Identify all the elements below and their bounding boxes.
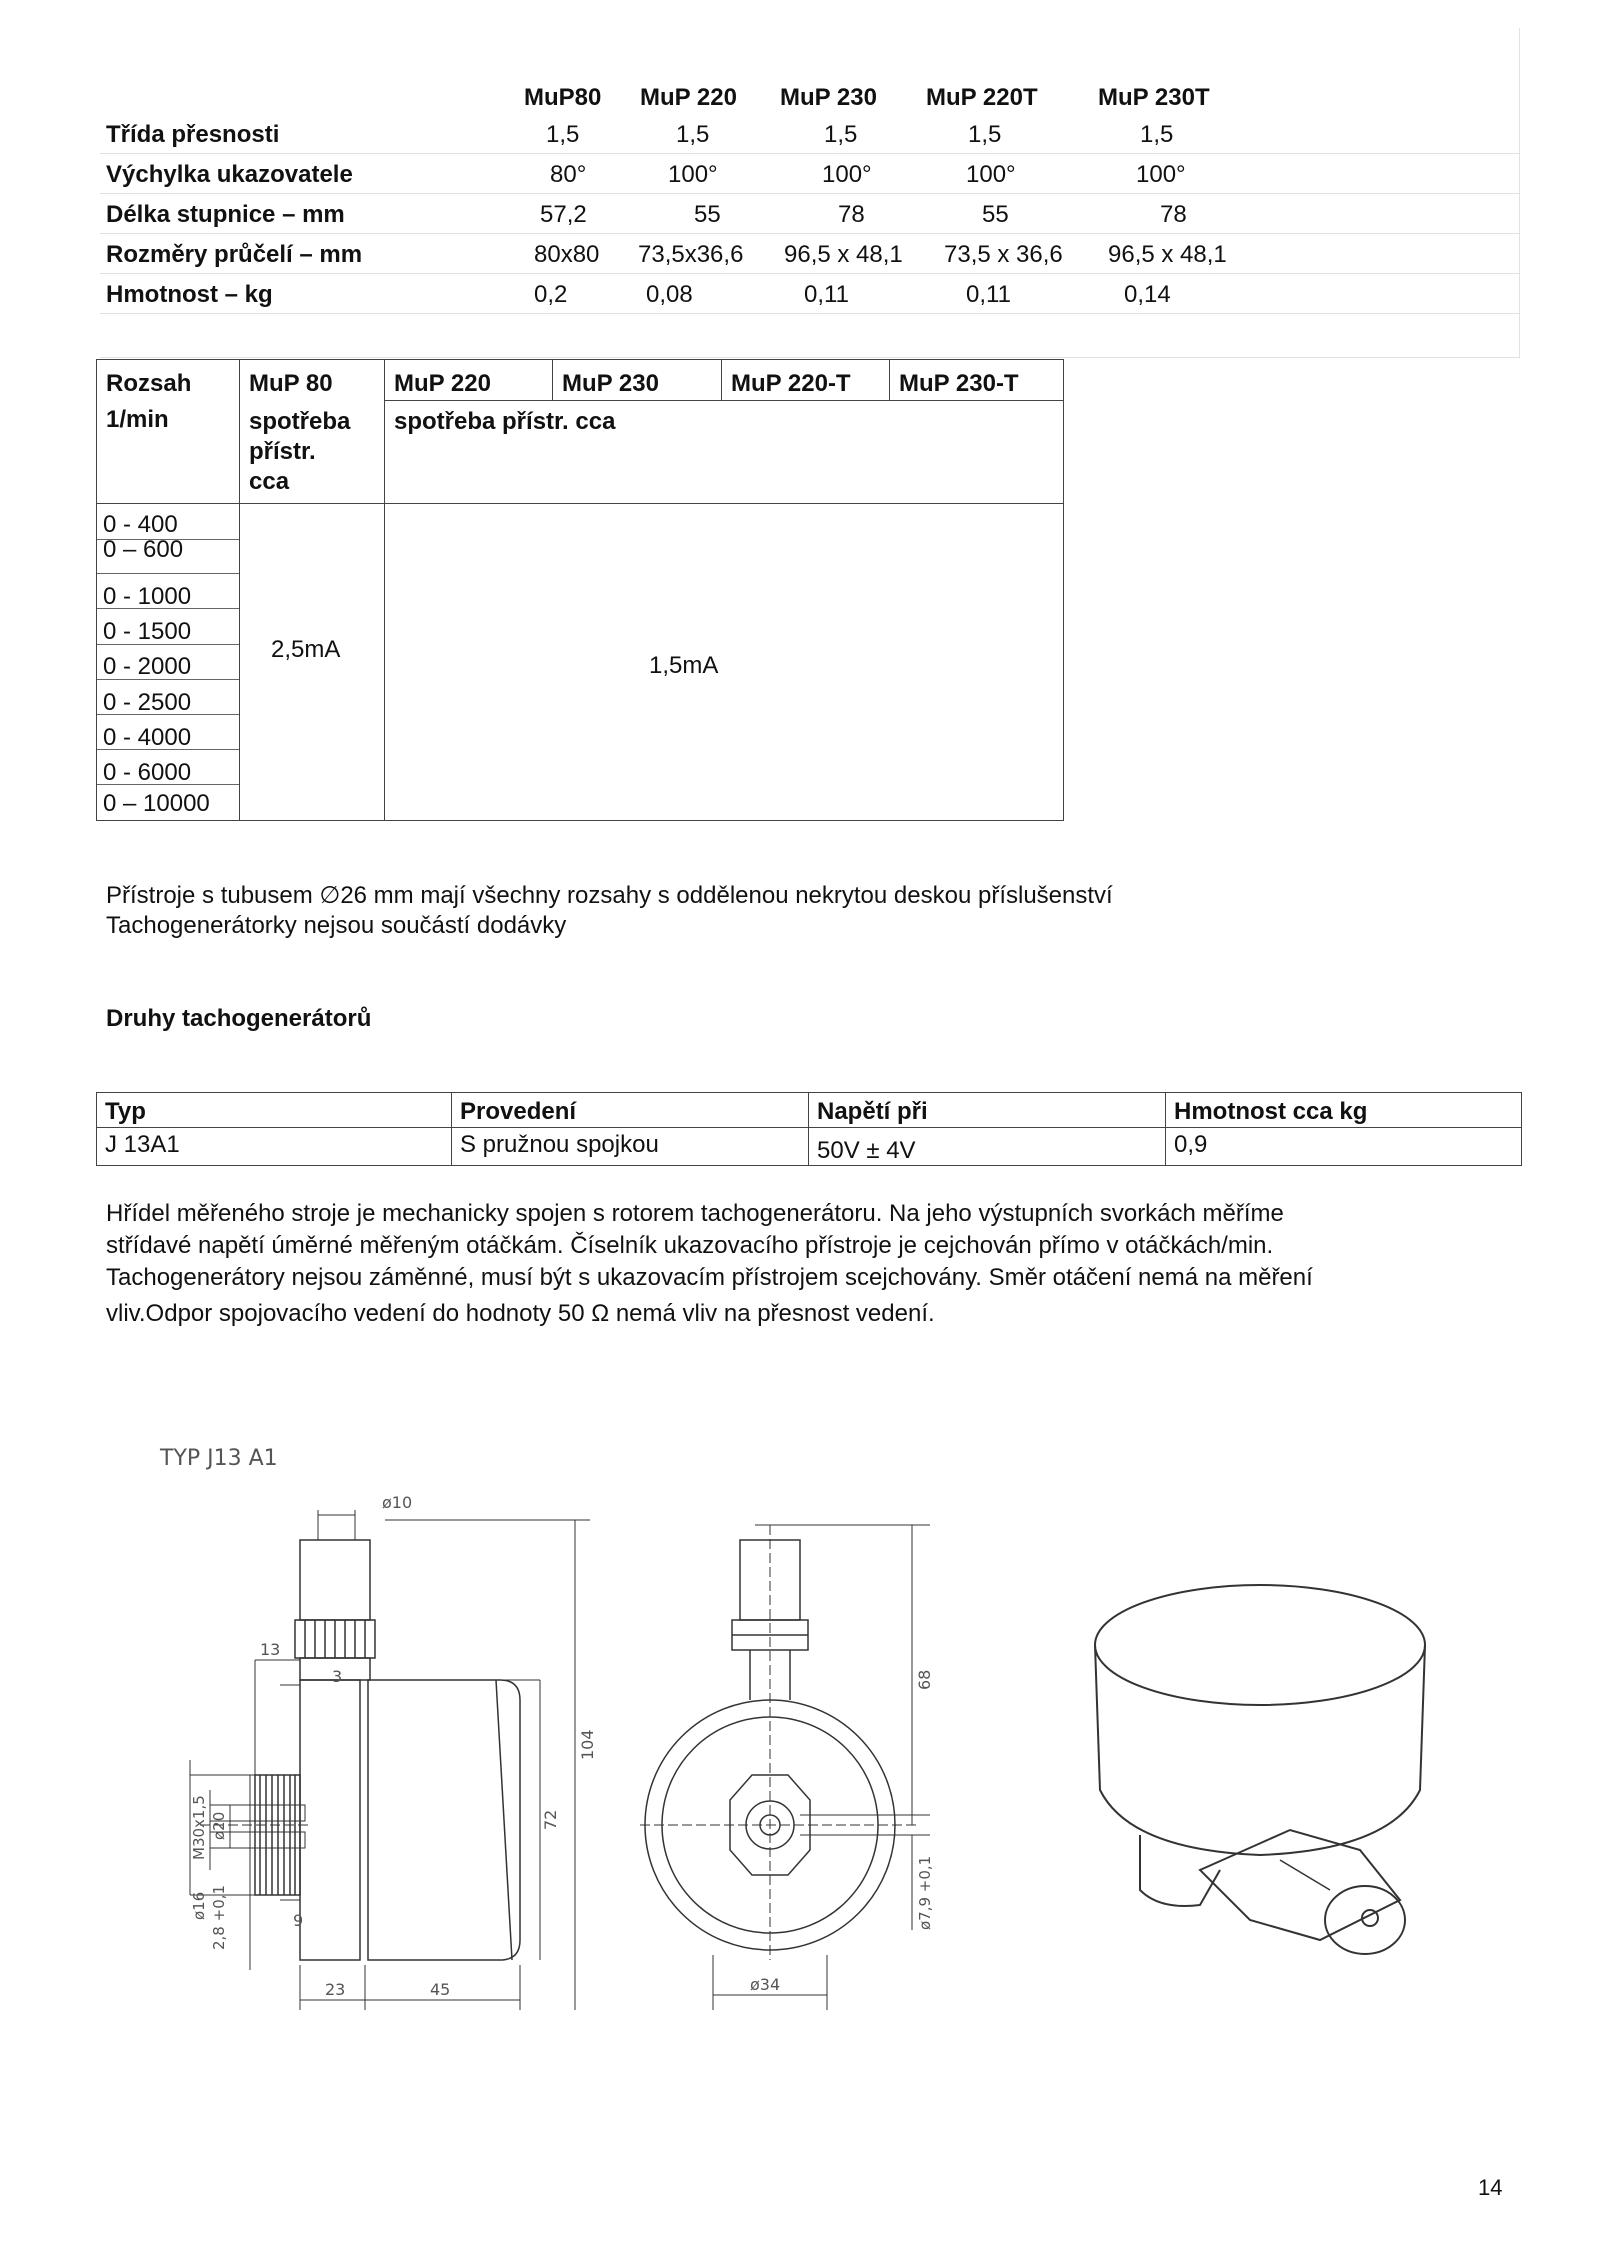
range-value: 0 – 600 — [103, 536, 184, 563]
spec-row — [100, 194, 1520, 234]
drawing-title: TYP J13 A1 — [160, 1446, 278, 1471]
spec-row-label: Hmotnost – kg — [106, 281, 273, 308]
dim-label: ø7,9 +0,1 — [916, 1855, 934, 1930]
range-value: 0 - 1000 — [103, 583, 192, 610]
spec-row — [100, 154, 1520, 194]
spec-col-header: MuP80 — [524, 84, 602, 111]
section-heading: Druhy tachogenerátorů — [106, 1005, 372, 1032]
dim-label: 104 — [578, 1729, 597, 1760]
other-consumption: 1,5mA — [649, 652, 719, 679]
spec-cell: 0,14 — [1124, 281, 1171, 308]
dim-label: 2,8 +0,1 — [210, 1884, 228, 1950]
spec-cell: 100° — [1136, 161, 1186, 188]
spec-row-label: Délka stupnice – mm — [106, 201, 345, 228]
spec-cell: 0,11 — [966, 281, 1011, 308]
dim-label: ø10 — [382, 1493, 413, 1512]
dim-label: 9 — [293, 1911, 304, 1930]
dim-label: 45 — [430, 1980, 451, 1999]
range-value: 0 - 1500 — [103, 618, 192, 645]
side-view — [190, 1493, 597, 2010]
spec-cell: 96,5 x 48,1 — [1108, 241, 1227, 268]
table-rule — [97, 503, 1063, 504]
spec-cell: 78 — [838, 201, 865, 228]
spec-table-rule — [100, 307, 1520, 358]
dim-label: 13 — [260, 1640, 281, 1659]
range-value: 0 - 6000 — [103, 759, 192, 786]
table-rule — [451, 1093, 452, 1165]
spec-row-label: Třída přesnosti — [106, 121, 280, 148]
spec-cell: 100° — [966, 161, 1016, 188]
tacho-header: Typ — [105, 1098, 146, 1125]
dim-label: 3 — [332, 1667, 343, 1686]
tachogenerator-drawing — [100, 1430, 1540, 2010]
table-rule — [384, 360, 385, 820]
spec-cell: 1,5 — [676, 121, 710, 148]
spec-cell: 57,2 — [540, 201, 587, 228]
table-rule — [239, 360, 240, 820]
spec-cell: 0,08 — [646, 281, 693, 308]
spec-cell: 1,5 — [1140, 121, 1174, 148]
spec-col-header: MuP 220T — [926, 84, 1038, 111]
range-header: MuP 220-T — [731, 370, 851, 397]
tacho-header: Provedení — [460, 1098, 577, 1125]
table-rule — [97, 1127, 1521, 1128]
spec-col-header: MuP 220 — [640, 84, 737, 111]
range-header: MuP 230-T — [899, 370, 1019, 397]
consumption-label: cca — [249, 468, 290, 495]
tacho-table — [96, 1092, 1522, 1166]
range-table — [96, 359, 1064, 821]
spec-cell: 55 — [982, 201, 1009, 228]
table-rule — [384, 400, 1063, 401]
range-value: 0 – 10000 — [103, 790, 210, 817]
note-line: Přístroje s tubusem ∅26 mm mají všechny rozsahy s oddělenou nekrytou deskou příslušenství — [106, 882, 1113, 909]
range-value: 0 - 2000 — [103, 653, 192, 680]
tacho-header: Hmotnost cca kg — [1174, 1098, 1368, 1125]
spec-col-header: MuP 230 — [780, 84, 877, 111]
isometric-view — [1095, 1585, 1425, 1954]
spec-cell: 80x80 — [534, 241, 600, 268]
spec-cell: 1,5 — [546, 121, 580, 148]
tacho-cell: 0,9 — [1174, 1131, 1208, 1158]
tacho-cell: S pružnou spojkou — [460, 1131, 659, 1158]
description-line: Hřídel měřeného stroje je mechanicky spojen s rotorem tachogenerátoru. Na jeho výstupních svorkách měříme — [106, 1200, 1284, 1227]
range-header: MuP 220 — [394, 370, 491, 397]
spec-col-header: MuP 230T — [1098, 84, 1210, 111]
range-header: Rozsah — [106, 370, 192, 397]
spec-cell: 55 — [694, 201, 721, 228]
consumption-label: přístr. — [249, 438, 316, 465]
mup80-consumption: 2,5mA — [271, 636, 341, 663]
spec-cell: 1,5 — [824, 121, 858, 148]
spec-cell: 0,2 — [534, 281, 568, 308]
spec-cell: 1,5 — [968, 121, 1002, 148]
tacho-cell: J 13A1 — [105, 1131, 180, 1158]
spec-table — [100, 78, 1520, 314]
table-rule — [1165, 1093, 1166, 1165]
consumption-label: spotřeba přístr. cca — [394, 408, 616, 435]
spec-cell: 100° — [668, 161, 718, 188]
dim-label: 68 — [915, 1669, 934, 1690]
spec-row-label: Rozměry průčelí – mm — [106, 241, 363, 268]
dim-label: ø20 — [210, 1811, 228, 1840]
dim-label: 72 — [541, 1809, 560, 1830]
dim-label: ø16 — [190, 1891, 208, 1920]
spec-cell: 73,5 x 36,6 — [944, 241, 1063, 268]
spec-row-label: Výchylka ukazovatele — [106, 161, 353, 188]
tacho-header: Napětí při — [817, 1098, 928, 1125]
description-line: Tachogenerátory nejsou záměnné, musí být s ukazovacím přístrojem scejchovány. Směr otáčení nemá na měření — [106, 1264, 1313, 1291]
front-view — [640, 1525, 934, 2010]
consumption-label: spotřeba — [249, 408, 351, 435]
spec-row — [100, 234, 1520, 274]
range-header: MuP 80 — [249, 370, 333, 397]
range-value: 0 - 2500 — [103, 689, 192, 716]
tacho-cell: 50V ± 4V — [817, 1137, 916, 1164]
range-value: 0 - 4000 — [103, 724, 192, 751]
note-line: Tachogenerátorky nejsou součástí dodávky — [106, 912, 567, 939]
table-rule — [552, 360, 553, 400]
description-line: střídavé napětí úměrné měřeným otáčkám. Číselník ukazovacího přístroje je cejchován přímo v otáčkách/min. — [106, 1232, 1274, 1259]
range-header: MuP 230 — [562, 370, 659, 397]
dim-label: ø34 — [750, 1975, 781, 1994]
spec-cell: 96,5 x 48,1 — [784, 241, 903, 268]
spec-cell: 78 — [1160, 201, 1187, 228]
table-rule — [808, 1093, 809, 1165]
spec-cell: 73,5x36,6 — [638, 241, 744, 268]
spec-cell: 0,11 — [804, 281, 849, 308]
description-line: vliv.Odpor spojovacího vedení do hodnoty 50 Ω nemá vliv na přesnost vedení. — [106, 1300, 935, 1327]
spec-table-header — [100, 78, 1520, 114]
dim-label: 23 — [325, 1980, 346, 1999]
range-unit: 1/min — [106, 406, 169, 433]
table-rule — [97, 573, 239, 574]
spec-row — [100, 114, 1520, 154]
table-rule — [889, 360, 890, 400]
spec-cell: 100° — [822, 161, 872, 188]
table-rule — [721, 360, 722, 400]
spec-cell: 80° — [550, 161, 587, 188]
range-value: 0 - 400 — [103, 511, 178, 538]
dim-label: M30x1,5 — [190, 1795, 208, 1860]
page-number: 14 — [1478, 2175, 1503, 2200]
